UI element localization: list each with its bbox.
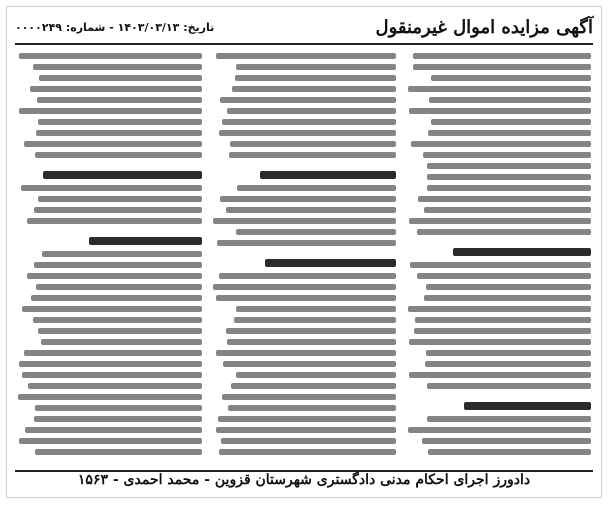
text-line-placeholder	[221, 438, 397, 444]
paragraph-gap	[212, 251, 397, 259]
text-line-placeholder	[19, 361, 202, 367]
text-line-placeholder	[431, 75, 591, 81]
text-line-placeholder	[213, 218, 397, 224]
text-line-placeholder	[414, 328, 591, 334]
text-line-placeholder	[227, 108, 397, 114]
notice-page	[6, 6, 602, 498]
text-line-placeholder	[213, 284, 396, 290]
text-line-placeholder	[415, 317, 591, 323]
text-line-placeholder	[429, 97, 591, 103]
text-line-placeholder	[36, 284, 202, 290]
text-line-placeholder	[222, 119, 397, 125]
text-line-placeholder	[19, 438, 201, 444]
text-line-placeholder	[38, 328, 202, 334]
text-line-placeholder	[28, 383, 202, 389]
text-line-placeholder	[422, 438, 591, 444]
signature-line	[15, 469, 593, 491]
text-line-placeholder	[426, 350, 591, 356]
text-line-placeholder	[19, 53, 202, 59]
text-line-placeholder	[408, 86, 591, 92]
text-line-placeholder	[24, 350, 201, 356]
text-line-placeholder	[34, 416, 202, 422]
header-divider	[15, 43, 593, 45]
text-line-placeholder	[232, 86, 397, 92]
text-line-placeholder	[27, 218, 201, 224]
text-line-placeholder	[22, 306, 201, 312]
text-line-placeholder	[33, 64, 202, 70]
text-line-placeholder	[425, 361, 591, 367]
text-line-placeholder	[236, 372, 396, 378]
text-line-placeholder	[38, 196, 202, 202]
text-line-placeholder	[222, 394, 396, 400]
text-line-placeholder	[37, 97, 202, 103]
paragraph-gap	[406, 394, 591, 402]
text-line-placeholder	[216, 53, 396, 59]
section-heading-placeholder	[260, 171, 396, 179]
text-line-placeholder	[409, 372, 591, 378]
text-line-placeholder	[226, 207, 397, 213]
text-line-placeholder	[216, 350, 396, 356]
section-heading-placeholder	[265, 259, 397, 267]
text-line-placeholder	[428, 130, 591, 136]
text-line-placeholder	[219, 130, 396, 136]
text-line-placeholder	[427, 163, 591, 169]
text-line-placeholder	[409, 339, 591, 345]
notice-meta: تاریخ: ۱۴۰۳/۰۳/۱۳ - شماره: ۰۰۰۰۲۴۹	[15, 20, 215, 34]
text-line-placeholder	[19, 108, 202, 114]
paragraph-gap	[17, 229, 202, 237]
text-line-placeholder	[27, 273, 201, 279]
text-line-placeholder	[24, 141, 202, 147]
text-line-placeholder	[237, 185, 396, 191]
text-line-placeholder	[428, 449, 591, 455]
text-line-placeholder	[35, 152, 202, 158]
text-line-placeholder	[218, 416, 397, 422]
text-line-placeholder	[22, 372, 202, 378]
text-line-placeholder	[417, 273, 591, 279]
text-line-placeholder	[33, 317, 202, 323]
section-heading-placeholder	[43, 171, 201, 179]
text-line-placeholder	[223, 361, 397, 367]
paragraph-gap	[212, 163, 397, 171]
text-line-placeholder	[418, 196, 591, 202]
text-line-placeholder	[413, 53, 591, 59]
text-line-placeholder	[36, 130, 202, 136]
text-line-placeholder	[41, 339, 202, 345]
text-line-placeholder	[216, 295, 397, 301]
text-line-placeholder	[228, 405, 396, 411]
text-line-placeholder	[235, 75, 396, 81]
notice-title: آگهی مزایده اموال غیرمنقول	[375, 16, 593, 38]
text-line-placeholder	[18, 394, 202, 400]
text-line-placeholder	[236, 229, 396, 235]
text-line-placeholder	[427, 185, 591, 191]
text-line-placeholder	[431, 119, 591, 125]
text-line-placeholder	[234, 317, 397, 323]
text-line-placeholder	[231, 383, 396, 389]
text-line-placeholder	[417, 229, 591, 235]
body-column-left	[17, 49, 202, 463]
section-heading-placeholder	[89, 237, 202, 245]
text-line-placeholder	[408, 306, 591, 312]
text-line-placeholder	[424, 295, 591, 301]
text-line-placeholder	[410, 262, 591, 268]
text-line-placeholder	[38, 119, 202, 125]
text-line-placeholder	[236, 306, 396, 312]
text-line-placeholder	[219, 449, 397, 455]
text-line-placeholder	[427, 174, 591, 180]
text-line-placeholder	[21, 185, 201, 191]
text-line-placeholder	[220, 97, 396, 103]
text-line-placeholder	[227, 339, 396, 345]
text-line-placeholder	[226, 328, 396, 334]
body-column-middle	[212, 49, 397, 463]
text-line-placeholder	[219, 273, 397, 279]
text-line-placeholder	[408, 427, 591, 433]
text-line-placeholder	[39, 75, 201, 81]
text-line-placeholder	[230, 141, 396, 147]
text-line-placeholder	[409, 108, 591, 114]
section-heading-placeholder	[464, 402, 591, 410]
text-line-placeholder	[217, 240, 397, 246]
text-line-placeholder	[34, 207, 202, 213]
paragraph-gap	[406, 240, 591, 248]
text-line-placeholder	[427, 416, 591, 422]
text-line-placeholder	[423, 152, 591, 158]
text-line-placeholder	[42, 251, 202, 257]
text-line-placeholder	[31, 295, 201, 301]
text-line-placeholder	[216, 427, 396, 433]
text-line-placeholder	[409, 218, 591, 224]
text-line-placeholder	[229, 152, 396, 158]
signature-text: دادورز اجرای احکام مدنی دادگستری شهرستان قزوین - محمد احمدی - ۱۵۶۳	[77, 472, 531, 488]
text-line-placeholder	[35, 405, 202, 411]
paragraph-gap	[17, 163, 202, 171]
text-line-placeholder	[427, 383, 591, 389]
notice-header	[15, 15, 593, 39]
body-column-right	[406, 49, 591, 463]
text-line-placeholder	[35, 449, 202, 455]
text-line-placeholder	[25, 427, 202, 433]
text-line-placeholder	[34, 262, 202, 268]
text-line-placeholder	[424, 207, 591, 213]
notice-columns	[17, 49, 591, 463]
text-line-placeholder	[426, 284, 591, 290]
text-line-placeholder	[236, 64, 396, 70]
section-heading-placeholder	[453, 248, 591, 256]
text-line-placeholder	[30, 86, 202, 92]
text-line-placeholder	[411, 141, 591, 147]
text-line-placeholder	[220, 196, 397, 202]
text-line-placeholder	[413, 64, 591, 70]
